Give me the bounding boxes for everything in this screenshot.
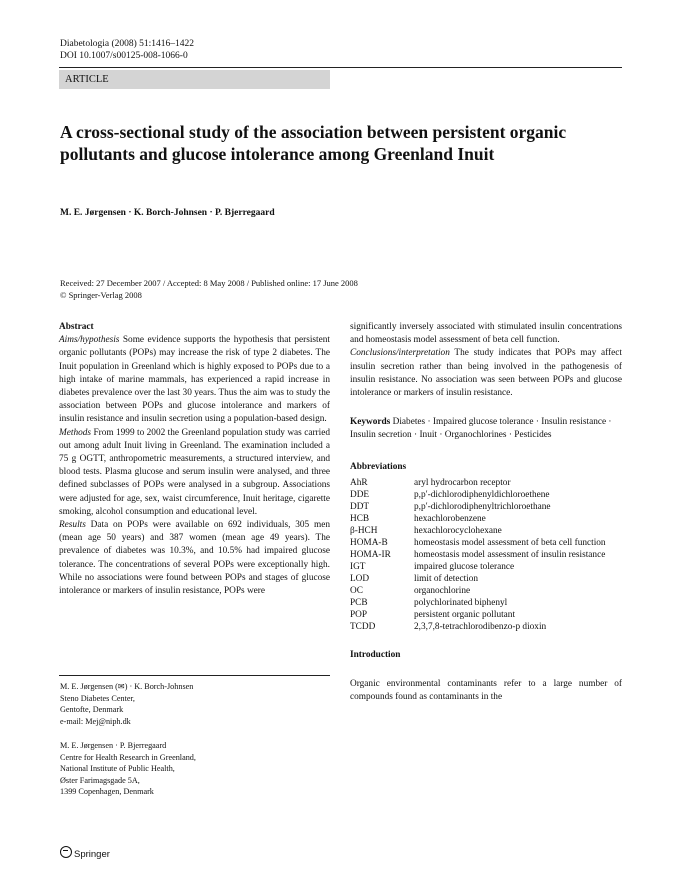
article-type-bar: ARTICLE [59,70,330,89]
abbreviation-term: HOMA-IR [350,549,391,560]
abbreviation-definition: p,p′-dichlorodiphenyldichloroethene [414,489,550,500]
affil-1-line: Gentofte, Denmark [60,705,124,714]
methods-text: From 1999 to 2002 the Greenland population study was carried out among adult Inuit living in Greenland. The examination included a 75 g OGTT, anthropometric measurements, a structured interview, and blood tests. Plasma glucose and serum insulin were analysed, and three defined subclasses of POPs were analysed in a subgroup. Associations were adjusted for age, sex, waist circumference, Inuit heritage, cigarette smoking, alcohol consumption and educational level. [59,427,330,517]
abbreviation-definition: homeostasis model assessment of beta cell function [414,537,606,548]
abbreviation-definition: organochlorine [414,585,471,596]
abbreviation-row [350,501,606,513]
doi-line: DOI 10.1007/s00125-008-1066-0 [60,51,188,61]
abbreviations-table [350,477,606,633]
header-rule [59,67,622,68]
publisher-name: Springer [74,849,110,860]
conclusions-label: Conclusions/interpretation [350,348,450,359]
abbreviation-definition: homeostasis model assessment of insulin resistance [414,549,606,560]
abbreviation-term: HOMA-B [350,537,388,548]
affil-2-line: National Institute of Public Health, [60,764,175,773]
abbreviation-term: DDE [350,489,370,500]
abbreviation-term: TCDD [350,621,376,632]
abbreviation-row [350,549,606,561]
results-text: Data on POPs were available on 692 individuals, 305 men (mean age 50 years) and 387 women (mean age 49 years). The prevalence of diabetes was 10.3%, and 10.5% had impaired glucose tolerance. The concentrations of several POPs were exceptionally high. While no associations were found between POPs and stages of glucose intolerance or markers of insulin resistance, POPs were [59,520,330,597]
journal-line-1: Diabetologia (2008) 51:1416–1422 [60,39,195,49]
abbreviation-row [350,597,606,609]
copyright-line: © Springer-Verlag 2008 [60,290,142,300]
abbreviation-row [350,537,606,549]
abbreviation-row [350,489,606,501]
abbreviation-term: OC [350,585,363,596]
results-label: Results [59,520,86,531]
abbreviation-term: AhR [350,477,368,488]
abstract-results [59,519,330,598]
abbreviation-row [350,561,606,573]
abbreviation-definition: limit of detection [414,573,479,584]
abbreviation-term: PCB [350,597,368,608]
abstract-heading: Abstract [59,322,94,332]
affil-1-line: M. E. Jørgensen (✉) · K. Borch-Johnsen [60,682,194,691]
abstract-left-column [59,321,330,598]
abstract-hypothesis [59,334,330,426]
abstract-conclusions [350,347,622,400]
hypothesis-text: Some evidence supports the hypothesis that persistent organic pollutants (POPs) may increase the risk of type 2 diabetes. The Inuit population in Greenland which is highly exposed to POPs due to a high intake of marine mammals, has experienced a rapid increase in diabetes prevalence over the last 30 years. Thus the aim was to study the association between POPs and glucose intolerance and markers of insulin resistance and insulin secretion using a population-based design. [59,335,330,425]
abbreviation-term: LOD [350,573,370,584]
abbreviation-row [350,609,606,621]
abbreviation-term: IGT [350,561,366,572]
abbreviation-term: POP [350,609,368,620]
affiliation-block-1 [60,681,193,727]
conclusions-text: The study indicates that POPs may affect insulin secretion rather than being involved in the pathogenesis of insulin resistance. No association was seen between POPs and glucose intolerance or markers of insulin resistance. [350,348,622,399]
footnote-rule [59,675,330,676]
affiliation-block-2 [60,740,196,798]
abbreviation-row [350,525,606,537]
affil-1-line: Steno Diabetes Center, [60,693,135,703]
abbreviation-row [350,513,606,525]
abbreviation-definition: hexachlorobenzene [414,513,486,524]
abstract-right-column [350,321,622,704]
introduction-heading: Introduction [350,649,401,660]
introduction-text: Organic environmental contaminants refer to a large number of compounds found as contaminants in the [350,679,622,703]
affil-1-email[interactable]: e-mail: Mej@niph.dk [60,716,131,726]
affil-2-line: Centre for Health Research in Greenland, [60,752,196,762]
methods-label: Methods [59,427,92,438]
abbreviations-heading: Abbreviations [350,461,407,472]
author-list: M. E. Jørgensen · K. Borch-Johnsen · P. Bjerregaard [60,208,275,218]
dates-line: Received: 27 December 2007 / Accepted: 8 May 2008 / Published online: 17 June 2008 [60,278,358,288]
abbreviation-definition: p,p′-dichlorodiphenyltrichloroethane [414,501,551,512]
keywords [350,416,622,442]
keywords-label: Keywords [350,417,391,428]
abbreviation-definition: polychlorinated biphenyl [414,597,508,608]
abbreviation-definition: persistent organic pollutant [414,609,516,620]
affil-2-line: M. E. Jørgensen · P. Bjerregaard [60,741,167,750]
abbreviation-term: HCB [350,513,370,524]
springer-horse-icon [60,846,72,858]
abbreviation-row [350,477,606,489]
abbreviation-definition: 2,3,7,8-tetrachlorodibenzo-p dioxin [414,621,547,632]
abbreviation-definition: impaired glucose tolerance [414,561,515,572]
abbreviation-term: β-HCH [350,525,378,536]
results-continued: significantly inversely associated with stimulated insulin concentrations and homeostasis model assessment of beta cell function. [350,322,622,346]
abbreviation-term: DDT [350,501,370,512]
affil-2-line: 1399 Copenhagen, Denmark [60,787,154,796]
abbreviation-definition: hexachlorocyclohexane [414,525,502,536]
affil-2-line: Øster Farimagsgade 5A, [60,775,140,785]
hypothesis-label: Aims/hypothesis [59,335,120,346]
abbreviation-row [350,621,606,633]
keywords-text: Diabetes · Impaired glucose tolerance · Insulin resistance · Insulin secretion · Inuit · Organochlorines · Pesticides [350,417,612,441]
abstract-methods [59,427,330,519]
journal-citation [60,38,194,62]
publisher-footer [60,846,110,860]
abbreviation-row [350,573,606,585]
abbreviation-row [350,585,606,597]
publication-dates [60,277,620,301]
paper-title: A cross-sectional study of the association between persistent organic pollutants and glucose intolerance among Greenland Inuit [60,122,567,164]
abbreviation-definition: aryl hydrocarbon receptor [414,477,511,488]
